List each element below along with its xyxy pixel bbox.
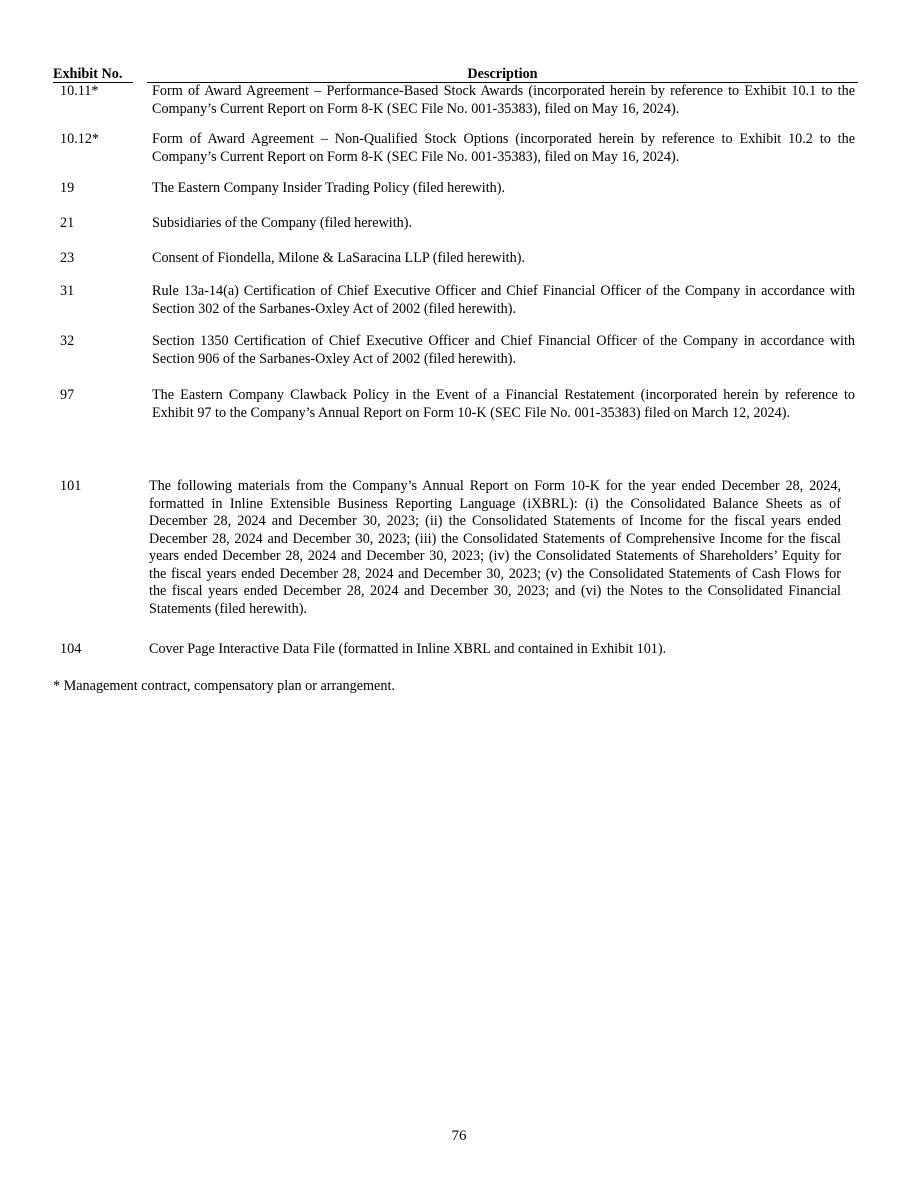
exhibit-description: The Eastern Company Clawback Policy in the Event of a Financial Restatement (incorporated herein by reference to Exhibit 97 to the Company’s Annual Report on Form 10-K (SEC File No. 001-35383) filed on March 12, 2024).	[152, 387, 855, 421]
exhibit-description: Form of Award Agreement – Performance-Based Stock Awards (incorporated herein by reference to Exhibit 10.1 to the Company’s Current Report on Form 8-K (SEC File No. 001-35383), filed on May 16, 2024).	[152, 83, 855, 117]
exhibit-number: 10.12*	[60, 131, 100, 147]
exhibit-description: Subsidiaries of the Company (filed herewith).	[152, 215, 413, 231]
description-header: Description	[147, 66, 858, 83]
exhibit-description: The Eastern Company Insider Trading Policy (filed herewith).	[152, 180, 506, 196]
exhibit-description: Section 1350 Certification of Chief Executive Officer and Chief Financial Officer of the Company in accordance with Section 906 of the Sarbanes-Oxley Act of 2002 (filed herewith).	[152, 333, 855, 367]
exhibit-description: Cover Page Interactive Data File (formatted in Inline XBRL and contained in Exhibit 101).	[149, 641, 667, 657]
exhibit-number: 104	[60, 641, 82, 657]
exhibit-description: Form of Award Agreement – Non-Qualified Stock Options (incorporated herein by reference to Exhibit 10.2 to the Company’s Current Report on Form 8-K (SEC File No. 001-35383), filed on May 16, 2024).	[152, 131, 855, 165]
footnote: * Management contract, compensatory plan or arrangement.	[53, 678, 395, 694]
exhibit-number: 10.11*	[60, 83, 99, 99]
exhibit-description: Rule 13a-14(a) Certification of Chief Executive Officer and Chief Financial Officer of the Company in accordance with Section 302 of the Sarbanes-Oxley Act of 2002 (filed herewith).	[152, 283, 855, 317]
exhibit-number: 32	[60, 333, 75, 349]
exhibit-number: 19	[60, 180, 75, 196]
exhibit-number: 23	[60, 250, 75, 266]
exhibit-number: 101	[60, 478, 82, 494]
page-number: 76	[451, 1128, 467, 1144]
exhibit-description: Consent of Fiondella, Milone & LaSaracina LLP (filed herewith).	[152, 250, 525, 266]
exhibit-description: The following materials from the Company’s Annual Report on Form 10-K for the year ended December 28, 2024, formatted in Inline Extensible Business Reporting Language (iXBRL): (i) the Consolidated Balance Sheets as of December 28, 2024 and December 30, 2023; (ii) the Consolidated Statements of Income for the fiscal years ended December 28, 2024 and December 30, 2023; (iii) the Consolidated Statements of Comprehensive Income for the fiscal years ended December 28, 2024 and December 30, 2023; (iv) the Consolidated Statements of Shareholders’ Equity for the fiscal years ended December 28, 2024 and December 30, 2023; (v) the Consolidated Statements of Cash Flows for the fiscal years ended December 28, 2024 and December 30, 2023; and (vi) the Notes to the Consolidated Financial Statements (filed herewith).	[149, 478, 841, 617]
exhibit-number: 31	[60, 283, 75, 299]
exhibit-number: 97	[60, 387, 75, 403]
exhibit-no-header: Exhibit No.	[53, 66, 133, 83]
exhibit-number: 21	[60, 215, 75, 231]
